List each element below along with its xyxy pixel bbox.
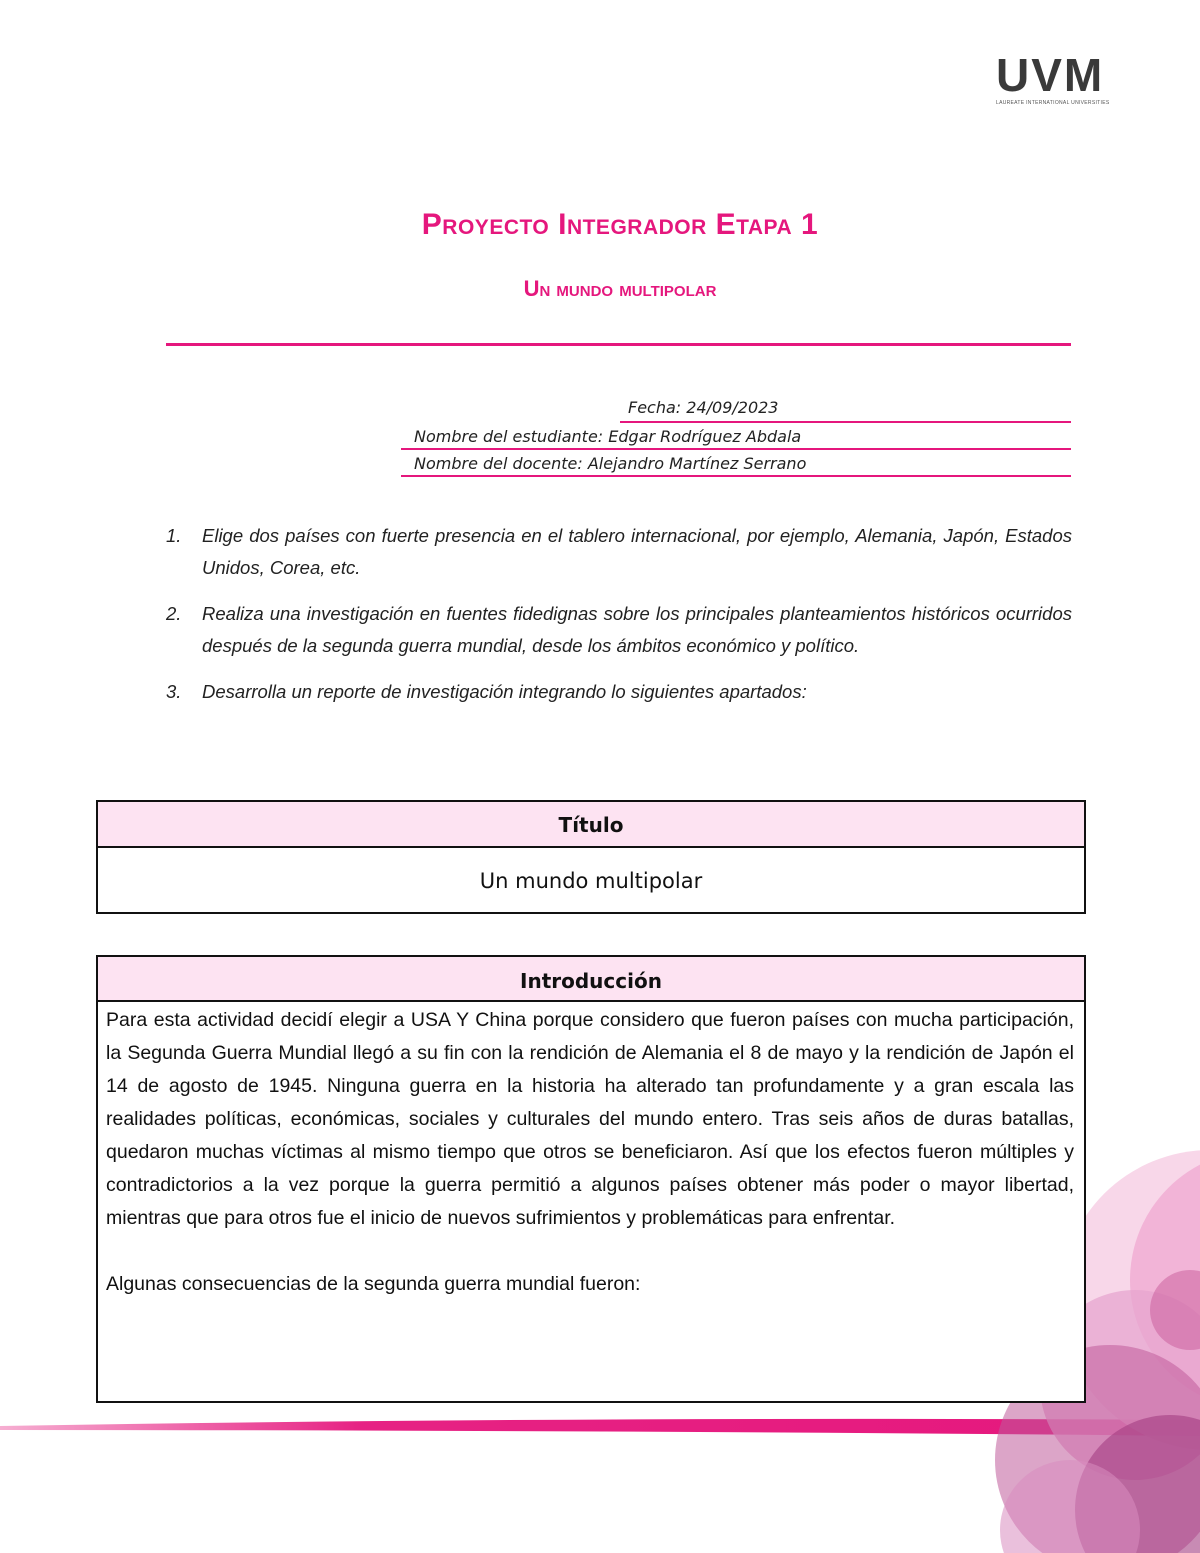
student-name-field: Nombre del estudiante: Edgar Rodríguez Abdala [414,427,802,446]
page-subtitle: Un mundo multipolar [523,276,717,301]
instruction-text: Realiza una investigación en fuentes fidedignas sobre los principales planteamientos históricos ocurridos después de la segunda guerra mundial, desde los ámbitos económico y político. [202,603,1072,656]
instruction-number: 2. [166,603,182,624]
instruction-number: 1. [166,525,182,546]
introduccion-table [96,955,1086,1403]
instruction-text: Elige dos países con fuerte presencia en el tablero internacional, por ejemplo, Alemania, Japón, Estados Unidos, Corea, etc. [202,525,1072,578]
logo-text: UVM [996,49,1105,101]
instruction-item [160,598,1072,662]
introduccion-header: Introducción [98,957,1084,1002]
instruction-number: 3. [166,681,182,702]
instructions-list [160,520,1072,722]
page-title: Proyecto Integrador Etapa 1 [421,208,819,241]
date-underline [620,421,1071,423]
instruction-text: Desarrolla un reporte de investigación integrando lo siguientes apartados: [202,681,807,702]
teacher-underline [401,475,1071,477]
title-divider [166,343,1071,346]
instruction-item [160,520,1072,584]
titulo-value: Un mundo multipolar [479,869,703,893]
titulo-header: Título [98,802,1084,848]
uvm-logo [996,49,1120,108]
introduccion-paragraph: Algunas consecuencias de la segunda guerra mundial fueron: [106,1273,641,1295]
titulo-table [96,800,1086,914]
student-underline [401,448,1071,450]
logo-tagline: LAUREATE INTERNATIONAL UNIVERSITIES [996,100,1110,106]
date-field: Fecha: 24/09/2023 [628,398,779,417]
introduccion-paragraph: Para esta actividad decidí elegir a USA Y China porque considero que fueron países con mucha participación, la Segunda Guerra Mundial llegó a su fin con la rendición de Alemania el 8 de mayo y la rendición de Japón el 14 de agosto de 1945. Ninguna guerra en la historia ha alterado tan profundamente y a gran escala las realidades políticas, económicas, sociales y culturales del mundo entero. Tras seis años de duras batallas, quedaron muchas víctimas al mismo tiempo que otros se beneficiaron. Así que los efectos fueron múltiples y contradictorios a la vez porque la guerra permitió a algunos países obtener más poder o mayor libertad, mientras que para otros fue el inicio de nuevos sufrimientos y problemáticas para enfrentar. [106,1009,1074,1229]
teacher-name-field: Nombre del docente: Alejandro Martínez Serrano [414,454,807,473]
instruction-item [160,676,1072,708]
introduccion-body [98,1002,1084,1301]
